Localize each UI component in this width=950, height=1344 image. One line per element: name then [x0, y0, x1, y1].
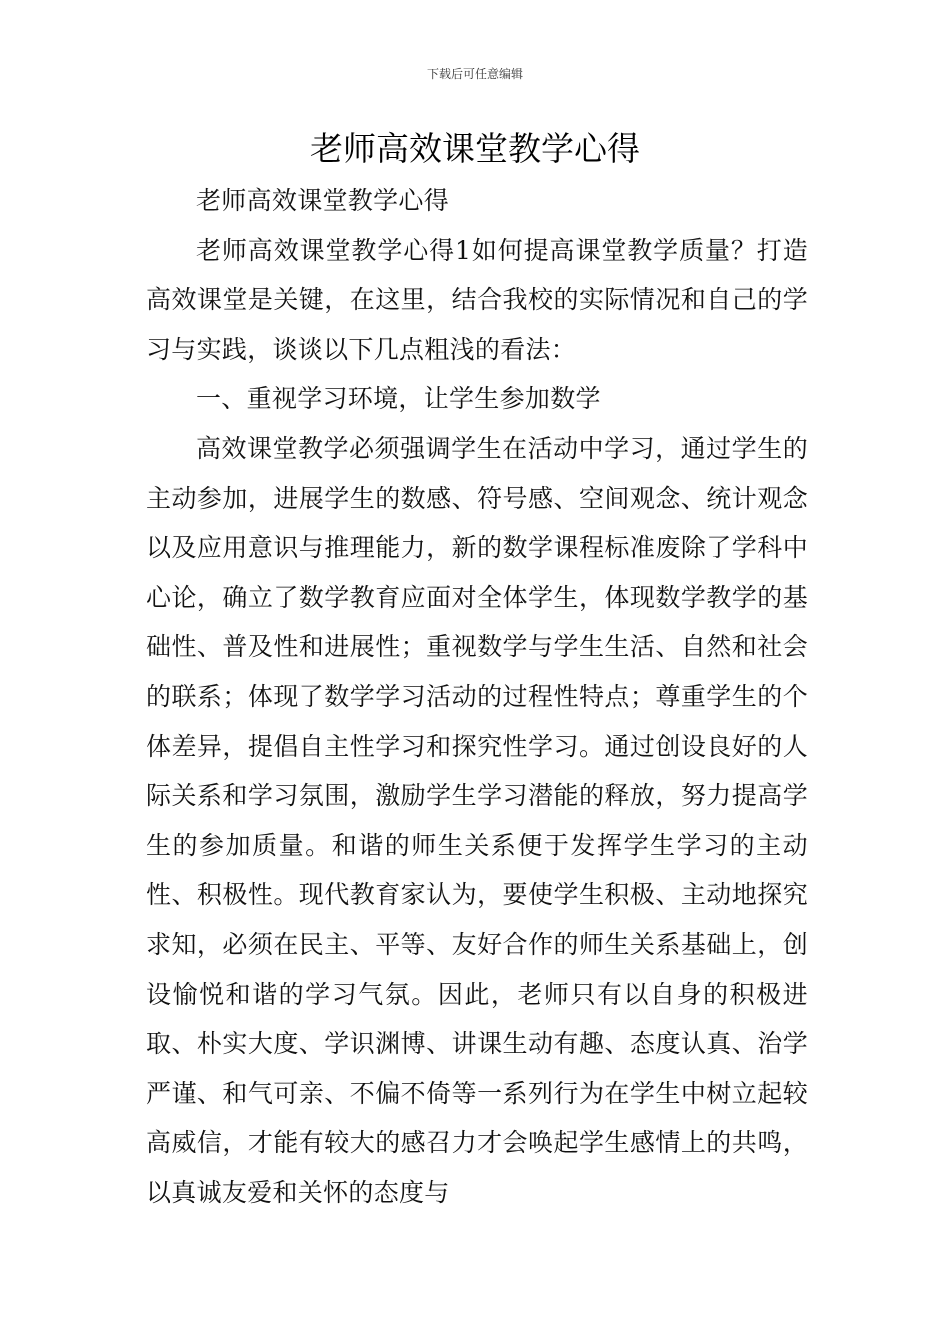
document-title: 老师高效课堂教学心得 [310, 129, 640, 168]
paragraph-section-1-body: 高效课堂教学必须强调学生在活动中学习，通过学生的主动参加，进展学生的数感、符号感、空间观念、统计观念以及应用意识与推理能力，新的数学课程标准废除了学科中心论，确立了数学教育应面对全体学生，体现数学教学的基础性、普及性和进展性；重视数学与学生生活、自然和社会的联系；体现了数学学习活动的过程性特点；尊重学生的个体差异，提倡自主性学习和探究性学习。通过创设良好的人际关系和学习氛围，激励学生学习潜能的释放，努力提高学生的参加质量。和谐的师生关系便于发挥学生学习的主动性、积极性。现代教育家认为，要使学生积极、主动地探究求知，必须在民主、平等、友好合作的师生关系基础上，创设愉悦和谐的学习气氛。因此，老师只有以自身的积极进取、朴实大度、学识渊博、讲课生动有趣、态度认真、治学严谨、和气可亲、不偏不倚等一系列行为在学生中树立起较高威信，才能有较大的感召力才会唤起学生感情上的共鸣，以真诚友爱和关怀的态度与 [146, 433, 808, 1207]
document-body [146, 176, 808, 1217]
page-header-note: 下载后可任意编辑 [426, 67, 523, 81]
paragraph-intro: 老师高效课堂教学心得1如何提高课堂教学质量？打造高效课堂是关键，在这里，结合我校的实际情况和自己的学习与实践，谈谈以下几点粗浅的看法： [146, 235, 808, 364]
paragraph-subtitle: 老师高效课堂教学心得 [196, 186, 450, 215]
section-heading-1: 一、重视学习环境，让学生参加数学 [196, 384, 601, 414]
